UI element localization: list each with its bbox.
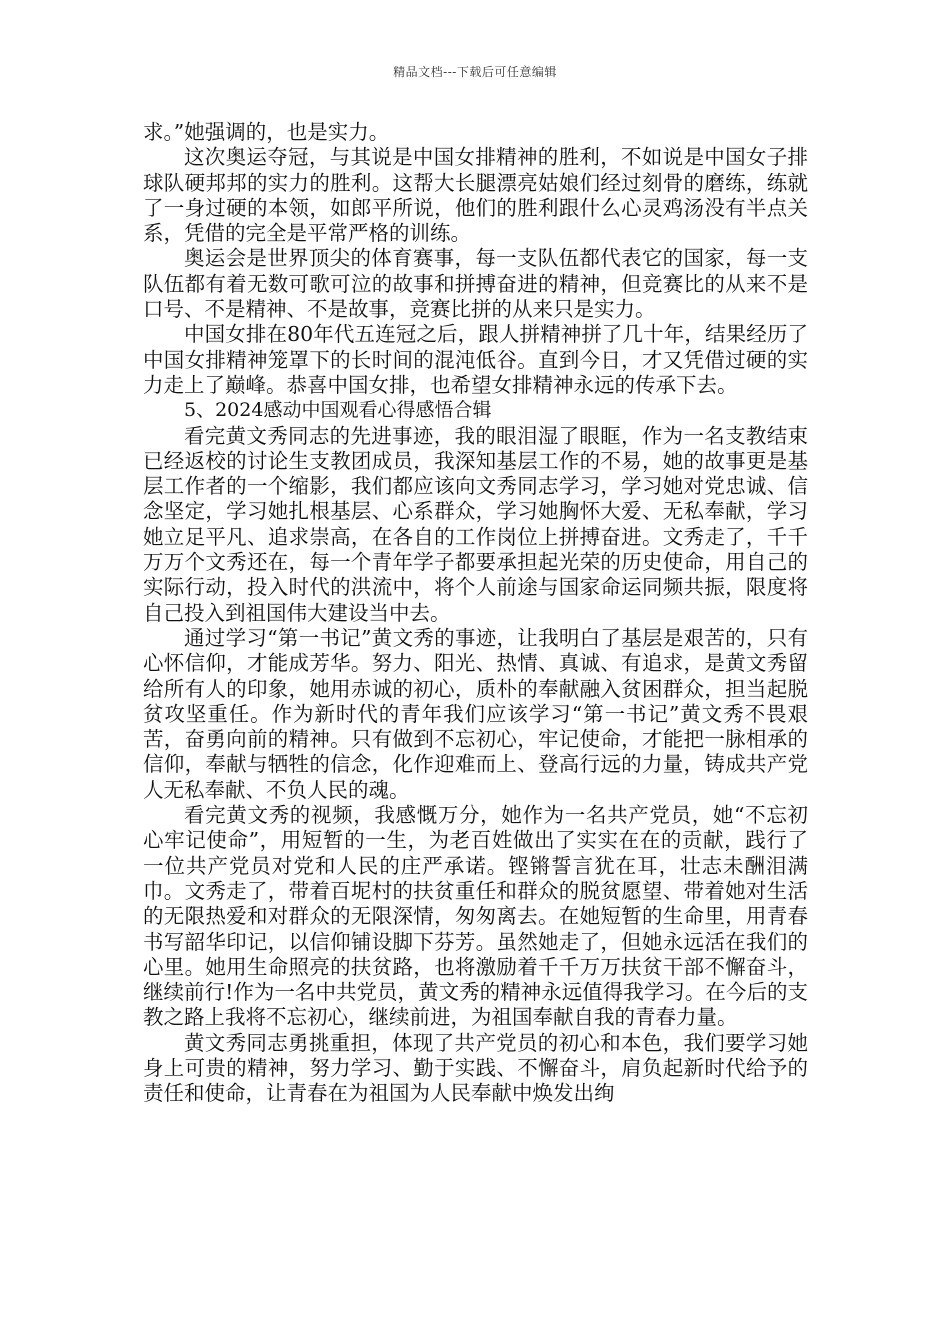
paragraph: 中国女排在80年代五连冠之后，跟人拼精神拼了几十年，结果经历了中国女排精神笼罩下的长时间的混沌低谷。直到今日，才又凭借过硬的实力走上了巅峰。恭喜中国女排，也希望女排精神永远的传承下去。 bbox=[143, 322, 808, 397]
paragraph: 看完黄文秀同志的先进事迹，我的眼泪湿了眼眶，作为一名支教结束已经返校的讨论生支教团成员，我深知基层工作的不易，她的故事更是基层工作者的一个缩影，我们都应该向文秀同志学习，学习她对党忠诚、信念坚定，学习她扎根基层、心系群众，学习她胸怀大爱、无私奉献，学习她立足平凡、追求崇高，在各自的工作岗位上拼搏奋进。文秀走了，千千万万个文秀还在，每一个青年学子都要承担起光荣的历史使命，用自己的实际行动，投入时代的洪流中，将个人前途与国家命运同频共振，限度将自己投入到祖国伟大建设当中去。 bbox=[143, 423, 808, 625]
section-heading: 5、2024感动中国观看心得感悟合辑 bbox=[184, 399, 492, 422]
page-header: 精品文档---下载后可任意编辑 bbox=[393, 65, 557, 79]
paragraph: 奥运会是世界顶尖的体育赛事，每一支队伍都代表它的国家，每一支队伍都有着无数可歌可泣的故事和拼搏奋进的精神，但竞赛比的从来不是口号、不是精神、不是故事，竞赛比拼的从来只是实力。 bbox=[143, 246, 808, 322]
paragraph: 看完黄文秀的视频，我感慨万分，她作为一名共产党员，她“不忘初心牢记使命”，用短暂的一生，为老百姓做出了实实在在的贡献，践行了一位共产党员对党和人民的庄严承诺。铿锵誓言犹在耳，壮志未酬泪满巾。文秀走了，带着百坭村的扶贫重任和群众的脱贫愿望、带着她对生活的无限热爱和对群众的无限深情，匆匆离去。在她短暂的生命里，用青春书写韶华印记，以信仰铺设脚下芬芳。虽然她走了，但她永远活在我们的心里。她用生命照亮的扶贫路，也将激励着千千万万扶贫干部不懈奋斗，继续前行!作为一名中共党员，黄文秀的精神永远值得我学习。在今后的支教之路上我将不忘初心，继续前进，为祖国奉献自我的青春力量。 bbox=[143, 803, 808, 1030]
document-body bbox=[143, 120, 808, 1107]
paragraph: 求。”她强调的，也是实力。 bbox=[143, 120, 390, 144]
paragraph: 黄文秀同志勇挑重担，体现了共产党员的初心和本色，我们要学习她身上可贵的精神，努力学习、勤于实践、不懈奋斗，肩负起新时代给予的责任和使命，让青春在为祖国为人民奉献中焕发出绚 bbox=[143, 1030, 808, 1106]
paragraph: 这次奥运夺冠，与其说是中国女排精神的胜利，不如说是中国女子排球队硬邦邦的实力的胜利。这帮大长腿漂亮姑娘们经过刻骨的磨练，练就了一身过硬的本领，如郎平所说，他们的胜利跟什么心灵鸡汤没有半点关系，凭借的完全是平常严格的训练。 bbox=[143, 145, 808, 246]
paragraph: 通过学习“第一书记”黄文秀的事迹，让我明白了基层是艰苦的，只有心怀信仰，才能成芳华。努力、阳光、热情、真诚、有追求，是黄文秀留给所有人的印象，她用赤诚的初心，质朴的奉献融入贫困群众，担当起脱贫攻坚重任。作为新时代的青年我们应该学习“第一书记”黄文秀不畏艰苦，奋勇向前的精神。只有做到不忘初心，牢记使命，才能把一脉相承的信仰，奉献与牺牲的信念，化作迎难而上、登高行远的力量，铸成共产党人无私奉献、不负人民的魂。 bbox=[143, 625, 808, 802]
